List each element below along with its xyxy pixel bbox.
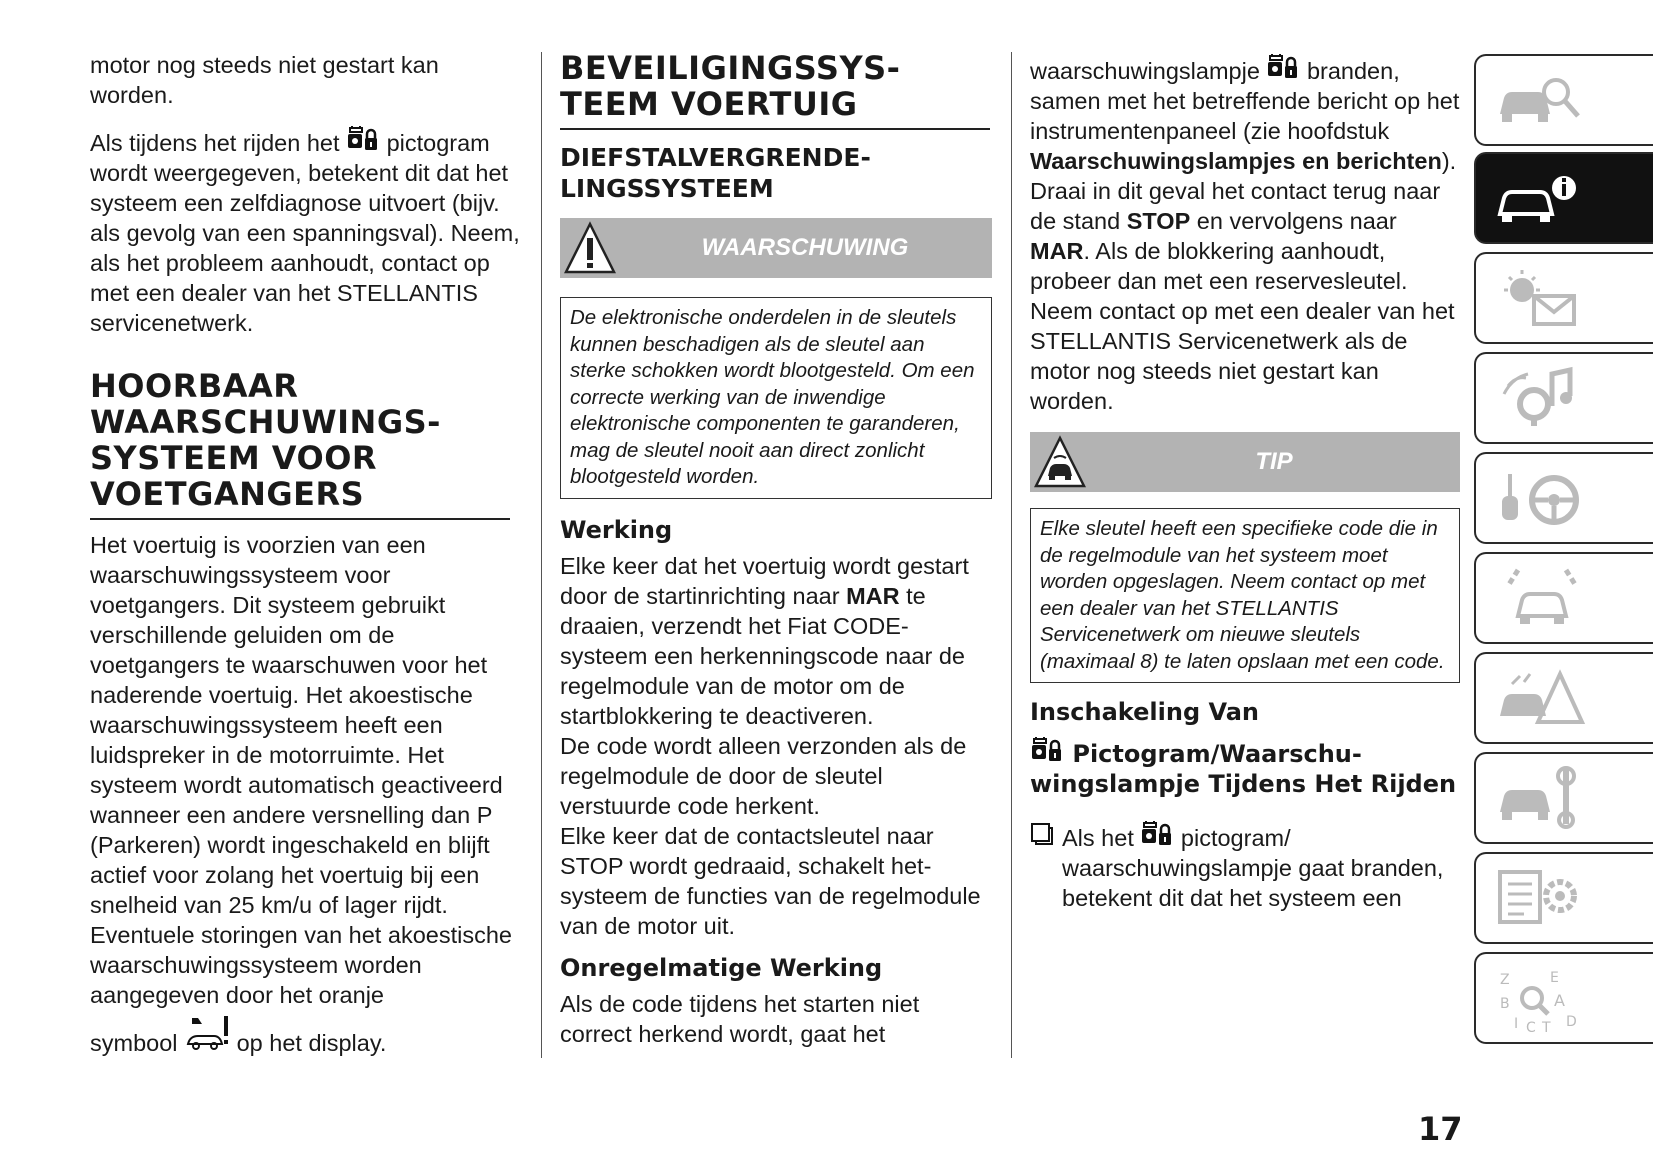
column-divider-1 bbox=[541, 52, 542, 1058]
paragraph-symbol-display: symbool op het display. bbox=[90, 1014, 520, 1058]
warning-label: WAARSCHUWING bbox=[701, 234, 909, 261]
technical-data-icon bbox=[1494, 866, 1590, 930]
paragraph-restart: Draai in dit geval het contact terug naar de stand STOP en vervolgens naar MAR. Als de blokkering aanhoudt, probeer dan met een reservesleutel. Neem contact op met een dealer van het STELLANTIS Servicenetwerk als de motor nog steeds niet gestart kan worden. bbox=[1030, 178, 1455, 414]
index-icon bbox=[1494, 966, 1590, 1036]
car-search-icon bbox=[1494, 68, 1590, 132]
svg-text:T: T bbox=[1542, 1020, 1551, 1036]
tab-index[interactable] bbox=[1474, 952, 1653, 1044]
warning-triangle-icon bbox=[564, 220, 616, 276]
paragraph-warning-lamp: waarschuwingslampje branden, samen met het betreffende bericht op het instrumentenpaneel (zie hoofdstuk Waarschuwingslampjes en berichten). bbox=[1030, 52, 1460, 176]
tip-banner bbox=[1030, 432, 1460, 492]
heading-irregular-operation: Onregelmatige Werking bbox=[560, 953, 883, 982]
svg-text:C: C bbox=[1526, 1020, 1536, 1036]
heading-activation: Inschakeling Van bbox=[1030, 698, 1260, 726]
bullet-item bbox=[1030, 819, 1460, 913]
svg-text:A: A bbox=[1554, 991, 1565, 1010]
column-divider-2 bbox=[1011, 52, 1012, 1058]
bullet-text: Als het pictogram/ waarschuwingslampje gaat branden, betekent dit dat het systeem een bbox=[1062, 819, 1460, 913]
paragraph: motor nog steeds niet gestart kan worden. bbox=[90, 52, 439, 108]
tab-technical-data[interactable] bbox=[1474, 852, 1653, 944]
page-number: 17 bbox=[1418, 1110, 1463, 1148]
tab-safety[interactable] bbox=[1474, 552, 1653, 644]
tip-car-triangle-icon bbox=[1034, 434, 1086, 490]
checkbox-bullet-icon bbox=[1030, 822, 1054, 846]
tab-vehicle-knowledge[interactable] bbox=[1474, 54, 1653, 146]
paragraph-irregular-operation: Als de code tijdens het starten niet correct herkend wordt, gaat het bbox=[560, 990, 920, 1047]
driver-assist-icon bbox=[1494, 566, 1590, 630]
section-title-pedestrian-warning: HOORBAAR WAARSCHUWINGS-SYSTEEM VOOR VOETGANGERS bbox=[90, 368, 510, 520]
subsection-title-immobilizer: DIEFSTALVERGRENDE-LINGSSYSTEEM bbox=[560, 143, 871, 203]
column-2 bbox=[560, 50, 992, 1049]
multimedia-nav-icon bbox=[1494, 366, 1590, 430]
tip-note: Elke sleutel heeft een specifieke code die in de regelmodule van het systeem moet worden opgeslagen. Neem contact op met een dealer van het STELLANTIS Servicenetwerk om nieuwe sleutels (maximaal 8) te laten opslaan met een code. bbox=[1030, 508, 1460, 683]
paragraph-werking-3: Elke keer dat de contactsleutel naar STOP wordt gedraaid, schakelt het-systeem de functies van de regelmodule van de motor uit. bbox=[560, 822, 981, 939]
key-lock-icon bbox=[1266, 52, 1300, 82]
paragraph-werking-2: De code wordt alleen verzonden als de regelmodule de door de sleutel verstuurde code herkent. bbox=[560, 732, 967, 819]
svg-text:E: E bbox=[1550, 970, 1559, 986]
start-drive-icon bbox=[1494, 466, 1590, 530]
svg-text:B: B bbox=[1500, 996, 1510, 1012]
svg-text:I: I bbox=[1514, 1016, 1519, 1032]
tab-warning-lights[interactable] bbox=[1474, 252, 1653, 344]
svg-text:Z: Z bbox=[1500, 972, 1510, 988]
tab-emergency[interactable] bbox=[1474, 652, 1653, 744]
paragraph-pedestrian-warning: Het voertuig is voorzien van een waarschuwingssysteem voor voetgangers. Dit systeem gebruikt verschillende geluiden om de voetgangers te waarschuwen voor het naderende voertuig. Het akoestische waarschuwingssysteem heeft een luidspreker in de motorruimte. Het systeem wordt automatisch geactiveerd wanneer een andere versnelling dan P (Parkeren) wordt ingeschakeld en blijft actief voor zolang het voertuig bij een snelheid van 25 km/u of lager rijdt. Eventuele storingen van het akoestische waarschuwingssysteem worden aangegeven door het oranje bbox=[90, 532, 512, 1008]
section-title-vehicle-security: BEVEILIGINGSSYS-TEEM VOERTUIG bbox=[560, 50, 990, 130]
paragraph-immobilizer-selfdiag: Als tijdens het rijden het pictogram wordt weergegeven, betekent dit dat het systeem een zelfdiagnose uitvoert (bijv. als gevolg van een spanningsval). Neem, als het probleem aanhoudt, contact op met een dealer van het STELLANTIS servicenetwerk. bbox=[90, 124, 520, 338]
heading-werking: Werking bbox=[560, 515, 673, 544]
emergency-icon bbox=[1494, 666, 1590, 730]
warning-note: De elektronische onderdelen in de sleutels kunnen beschadigen als de sleutel aan sterke schokken wordt blootgesteld. Om een correcte werking van de inwendige elektronische componenten te garanderen, mag de sleutel nooit aan direct zonlicht blootgesteld worden. bbox=[560, 297, 992, 499]
warning-light-message-icon bbox=[1494, 266, 1590, 330]
tab-multimedia[interactable] bbox=[1474, 352, 1653, 444]
tab-maintenance[interactable] bbox=[1474, 752, 1653, 844]
pedestrian-warning-icon bbox=[184, 1014, 230, 1054]
column-1 bbox=[90, 50, 520, 1058]
column-3 bbox=[1030, 52, 1460, 913]
maintenance-icon bbox=[1494, 766, 1590, 830]
warning-banner bbox=[560, 218, 992, 278]
heading-activation-cont: Pictogram/Waarschu-wingslampje Tijdens Het Rijden bbox=[1030, 735, 1460, 799]
tip-label: TIP bbox=[1255, 448, 1293, 475]
tab-starting-driving[interactable] bbox=[1474, 452, 1653, 544]
tab-vehicle-info[interactable] bbox=[1474, 152, 1653, 244]
car-info-icon bbox=[1494, 166, 1590, 230]
key-lock-icon bbox=[346, 124, 380, 154]
paragraph-werking-1: Elke keer dat het voertuig wordt gestart door de startinrichting naar MAR te draaien, verzendt het Fiat CODE-systeem een herkenningscode naar de regelmodule van de motor om de startblokkering te deactiveren. bbox=[560, 552, 969, 729]
key-lock-icon bbox=[1030, 735, 1064, 765]
key-lock-icon bbox=[1140, 819, 1174, 849]
svg-text:D: D bbox=[1566, 1014, 1577, 1030]
